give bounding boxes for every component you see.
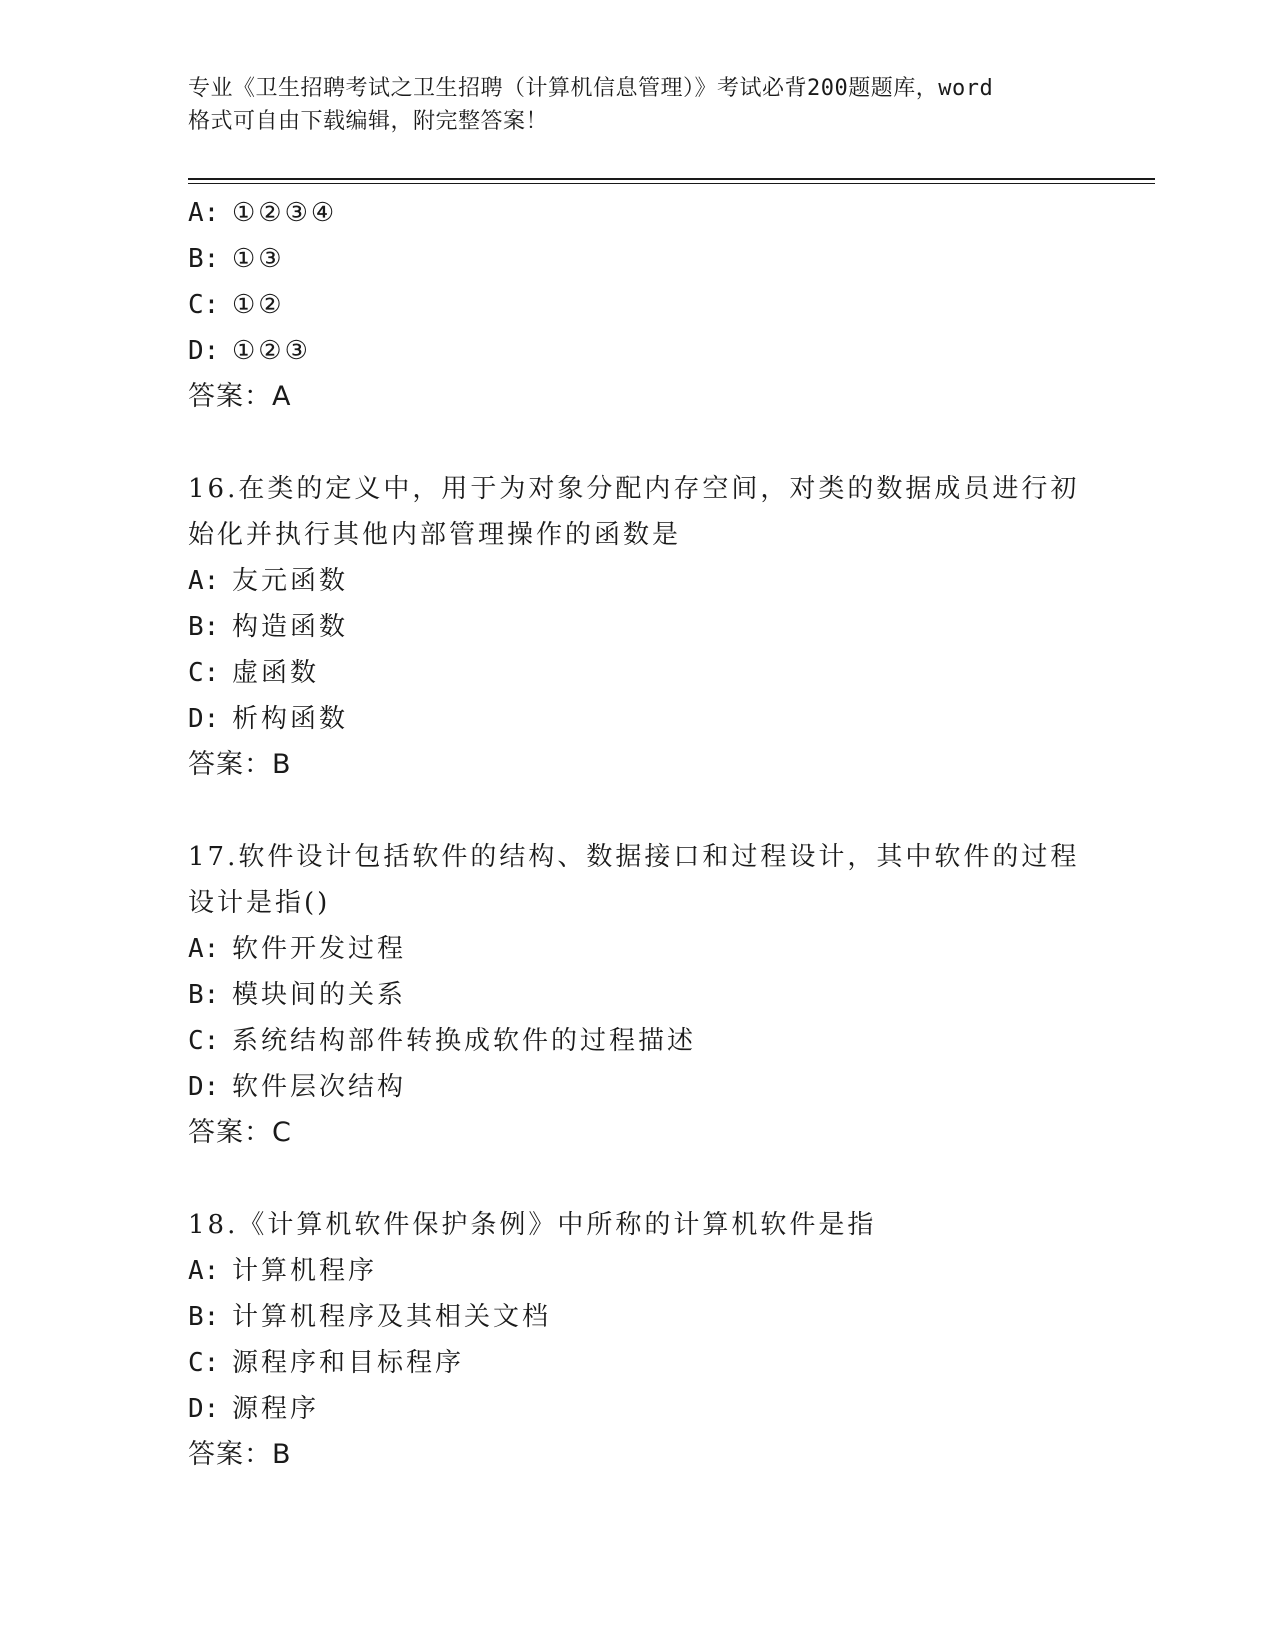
- question-text-line-2: 设计是指(): [188, 888, 331, 918]
- option-key: D:: [188, 1072, 220, 1102]
- question-text-line-1: 17.软件设计包括软件的结构、数据接口和过程设计，其中软件的过程: [188, 842, 1080, 872]
- option-c: [188, 282, 1088, 328]
- question-text-line-2: 始化并执行其他内部管理操作的函数是: [188, 520, 682, 550]
- option-a: [188, 558, 1088, 604]
- option-key: B:: [188, 244, 220, 274]
- header-line-2: 格式可自由下载编辑，附完整答案！: [188, 109, 549, 134]
- answer: 答案：A: [188, 381, 292, 412]
- option-text: 系统结构部件转换成软件的过程描述: [232, 1026, 697, 1056]
- option-text: 计算机程序及其相关文档: [232, 1302, 552, 1332]
- question-16: [188, 466, 1088, 788]
- option-b: [188, 972, 1088, 1018]
- answer: 答案：B: [188, 749, 292, 780]
- option-key: D:: [188, 336, 220, 366]
- option-text: ①③: [232, 244, 285, 274]
- option-key: A:: [188, 566, 220, 596]
- header-line-1: 专业《卫生招聘考试之卫生招聘（计算机信息管理）》考试必背200题题库，word: [188, 76, 994, 101]
- option-key: C:: [188, 290, 220, 320]
- option-key: D:: [188, 704, 220, 734]
- option-key: C:: [188, 1026, 220, 1056]
- option-a: [188, 926, 1088, 972]
- header-divider: [188, 178, 1155, 180]
- option-c: [188, 1340, 1088, 1386]
- header-divider-thin: [188, 183, 1155, 184]
- option-c: [188, 650, 1088, 696]
- option-text: 析构函数: [232, 704, 349, 734]
- option-text: 源程序: [232, 1394, 320, 1424]
- option-c: [188, 1018, 1088, 1064]
- option-d: [188, 328, 1088, 374]
- option-text: 软件开发过程: [232, 934, 407, 964]
- option-key: A:: [188, 198, 220, 228]
- option-a: [188, 1248, 1088, 1294]
- option-key: C:: [188, 1348, 220, 1378]
- option-d: [188, 696, 1088, 742]
- option-key: D:: [188, 1394, 220, 1424]
- option-key: A:: [188, 1256, 220, 1286]
- answer: 答案：B: [188, 1439, 292, 1470]
- option-text: 软件层次结构: [232, 1072, 407, 1102]
- option-text: 友元函数: [232, 566, 349, 596]
- document-body: [188, 190, 1088, 1478]
- question-15-tail: [188, 190, 1088, 420]
- option-text: 计算机程序: [232, 1256, 378, 1286]
- option-text: 构造函数: [232, 612, 349, 642]
- option-text: 模块间的关系: [232, 980, 407, 1010]
- option-b: [188, 604, 1088, 650]
- document-header: [188, 72, 1088, 138]
- option-text: ①②: [232, 290, 285, 320]
- option-b: [188, 236, 1088, 282]
- option-b: [188, 1294, 1088, 1340]
- question-17: [188, 834, 1088, 1156]
- question-18: [188, 1202, 1088, 1478]
- option-key: A:: [188, 934, 220, 964]
- answer: 答案：C: [188, 1117, 292, 1148]
- option-key: B:: [188, 612, 220, 642]
- option-text: ①②③④: [232, 198, 338, 228]
- option-key: B:: [188, 980, 220, 1010]
- option-d: [188, 1064, 1088, 1110]
- option-text: 虚函数: [232, 658, 320, 688]
- option-text: 源程序和目标程序: [232, 1348, 465, 1378]
- option-key: B:: [188, 1302, 220, 1332]
- option-text: ①②③: [232, 336, 311, 366]
- question-text-line-1: 16.在类的定义中，用于为对象分配内存空间，对类的数据成员进行初: [188, 474, 1080, 504]
- question-text-line-1: 18.《计算机软件保护条例》中所称的计算机软件是指: [188, 1210, 877, 1240]
- option-d: [188, 1386, 1088, 1432]
- option-key: C:: [188, 658, 220, 688]
- option-a: [188, 190, 1088, 236]
